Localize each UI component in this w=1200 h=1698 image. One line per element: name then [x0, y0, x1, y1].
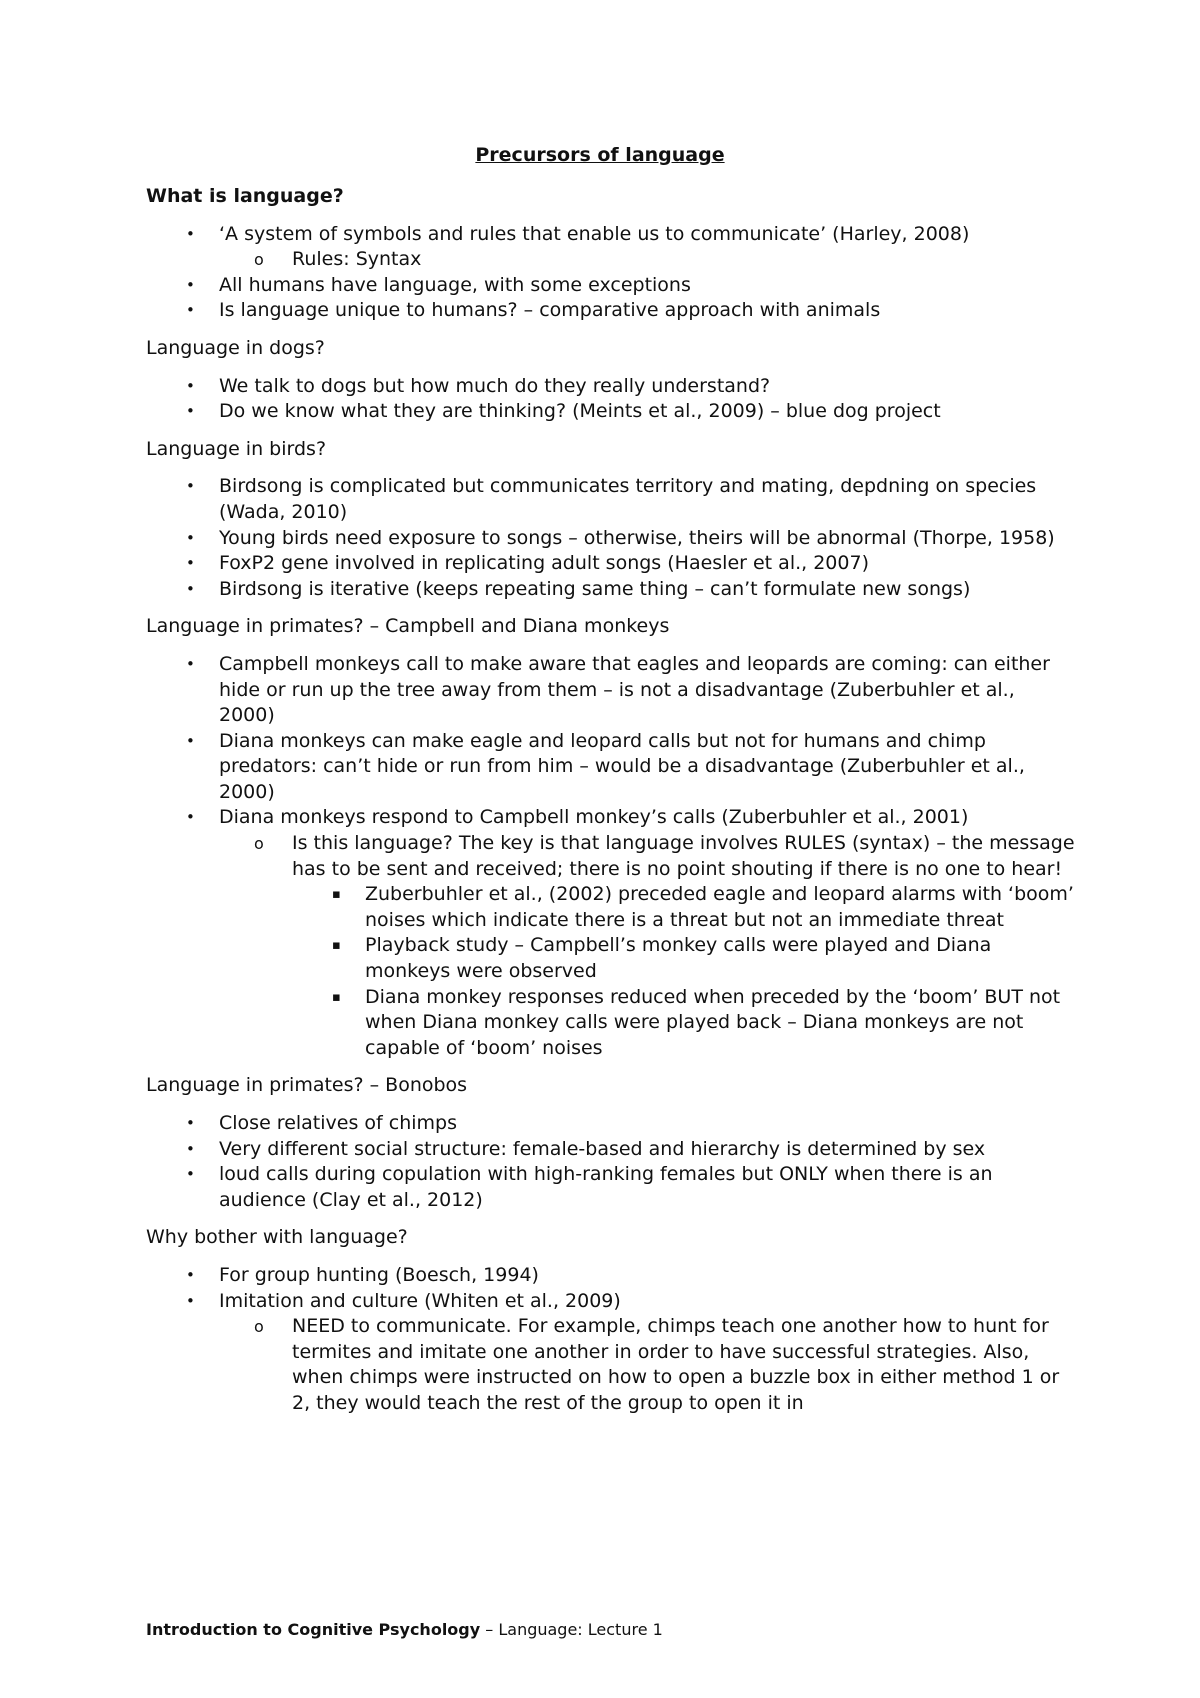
list-item-text: FoxP2 gene involved in replicating adult songs (Haesler et al., 2007) [219, 552, 869, 575]
list-item [146, 222, 1076, 248]
list-item [146, 298, 1076, 324]
list-item [146, 551, 1076, 577]
list-item-text: Zuberbuhler et al., (2002) preceded eagle and leopard alarms with ‘boom’ noises which indicate there is a threat but not an immediate threat [365, 883, 1074, 931]
bullet-marker: • [186, 275, 195, 294]
bullet-marker: • [186, 654, 195, 673]
list-item [146, 1137, 1076, 1163]
list-item [146, 933, 1076, 984]
list-item [146, 1289, 1076, 1315]
list-item [146, 1162, 1076, 1213]
list-item-text: Rules: Syntax [292, 248, 422, 271]
list-item [146, 273, 1076, 299]
list-item [146, 729, 1076, 806]
list-item [146, 831, 1076, 882]
list-item [146, 1263, 1076, 1289]
bullet-marker: • [186, 554, 195, 573]
bullet-marker: o [254, 834, 264, 854]
bullet-list [146, 374, 1076, 425]
bullet-marker: • [186, 1139, 195, 1158]
list-item [146, 526, 1076, 552]
bullet-marker: ▪ [332, 989, 341, 1005]
bullet-marker: • [186, 402, 195, 421]
list-item [146, 374, 1076, 400]
bullet-marker: o [254, 250, 264, 270]
list-item-text: Birdsong is complicated but communicates territory and mating, depdning on species (Wada, 2010) [219, 475, 1037, 523]
section-heading: Language in primates? – Campbell and Diana monkeys [146, 615, 670, 638]
bullet-marker: • [186, 301, 195, 320]
bullet-marker: • [186, 1265, 195, 1284]
bullet-marker: ▪ [332, 887, 341, 903]
section-heading: What is language? [146, 185, 344, 207]
list-item-text: loud calls during copulation with high-ranking females but ONLY when there is an audience (Clay et al., 2012) [219, 1163, 993, 1211]
bullet-list [146, 1111, 1076, 1213]
list-item [146, 577, 1076, 603]
list-item-text: For group hunting (Boesch, 1994) [219, 1263, 539, 1286]
bullet-list [146, 474, 1076, 602]
list-item [146, 882, 1076, 933]
document-content [146, 184, 1076, 1429]
bullet-list [146, 222, 1076, 324]
footer-lecture: Language: Lecture 1 [498, 1620, 663, 1639]
list-item [146, 399, 1076, 425]
section-heading: Language in dogs? [146, 336, 325, 359]
section-heading: Why bother with language? [146, 1226, 408, 1249]
footer-course: Introduction to Cognitive Psychology [146, 1620, 481, 1639]
list-item-text: Very different social structure: female-based and hierarchy is determined by sex [219, 1137, 986, 1160]
page-footer [146, 1620, 663, 1640]
document-title: Precursors of language [475, 144, 725, 166]
section-heading: Language in birds? [146, 437, 327, 460]
bullet-marker: • [186, 579, 195, 598]
list-item [146, 805, 1076, 831]
bullet-marker: • [186, 477, 195, 496]
bullet-list [146, 652, 1076, 1062]
list-item-text: Playback study – Campbell’s monkey calls were played and Diana monkeys were observed [365, 934, 992, 983]
list-item-text: All humans have language, with some exceptions [219, 273, 691, 296]
list-item-text: Diana monkeys respond to Campbell monkey’s calls (Zuberbuhler et al., 2001) [219, 806, 969, 829]
list-item-text: Close relatives of chimps [219, 1112, 457, 1134]
list-item-text: We talk to dogs but how much do they really understand? [219, 374, 771, 397]
list-item [146, 247, 1076, 273]
bullet-marker: o [254, 1317, 264, 1337]
bullet-marker: • [186, 1291, 195, 1310]
list-item-text: Birdsong is iterative (keeps repeating same thing – can’t formulate new songs) [219, 577, 971, 600]
list-item [146, 1111, 1076, 1137]
bullet-marker: ▪ [332, 938, 341, 954]
list-item [146, 1314, 1076, 1416]
bullet-list [146, 1263, 1076, 1417]
list-item-text: Imitation and culture (Whiten et al., 2009) [219, 1289, 621, 1312]
bullet-marker: • [186, 1114, 195, 1132]
list-item-text: Campbell monkeys call to make aware that eagles and leopards are coming: can either hide or run up the tree away from them – is not a disadvantage (Zuberbuhler et al., 2000) [219, 652, 1050, 727]
section-heading: Language in primates? – Bonobos [146, 1074, 468, 1097]
footer-separator: – [480, 1620, 499, 1639]
bullet-marker: • [186, 1165, 195, 1184]
bullet-marker: • [186, 731, 195, 750]
list-item [146, 985, 1076, 1062]
list-item-text: Diana monkeys can make eagle and leopard calls but not for humans and chimp predators: can’t hide or run from him – would be a disadvantage (Zuberbuhler et al., 2000) [219, 729, 1025, 803]
list-item-text: Diana monkey responses reduced when preceded by the ‘boom’ BUT not when Diana monkey calls were played back – Diana monkeys are not capable of ‘boom’ noises [365, 985, 1061, 1059]
list-item-text: Do we know what they are thinking? (Meints et al., 2009) – blue dog project [219, 400, 941, 423]
list-item [146, 474, 1076, 525]
bullet-marker: • [186, 528, 195, 547]
list-item-text: ‘A system of symbols and rules that enable us to communicate’ (Harley, 2008) [219, 222, 970, 245]
list-item-text: Is language unique to humans? – comparative approach with animals [219, 299, 881, 322]
bullet-marker: • [186, 376, 195, 395]
bullet-marker: • [186, 224, 195, 243]
list-item-text: Is this language? The key is that language involves RULES (syntax) – the message has to be sent and received; there is no point shouting if there is no one to hear! [292, 832, 1075, 880]
list-item-text: Young birds need exposure to songs – otherwise, theirs will be abnormal (Thorpe, 1958) [219, 526, 1055, 549]
bullet-marker: • [186, 808, 195, 827]
list-item [146, 652, 1076, 729]
list-item-text: NEED to communicate. For example, chimps teach one another how to hunt for termites and imitate one another in order to have successful strategies. Also, when chimps were instructed on how to open a buzzle box in either method 1 or 2, they would teach the rest of the group to open it in [292, 1315, 1060, 1414]
